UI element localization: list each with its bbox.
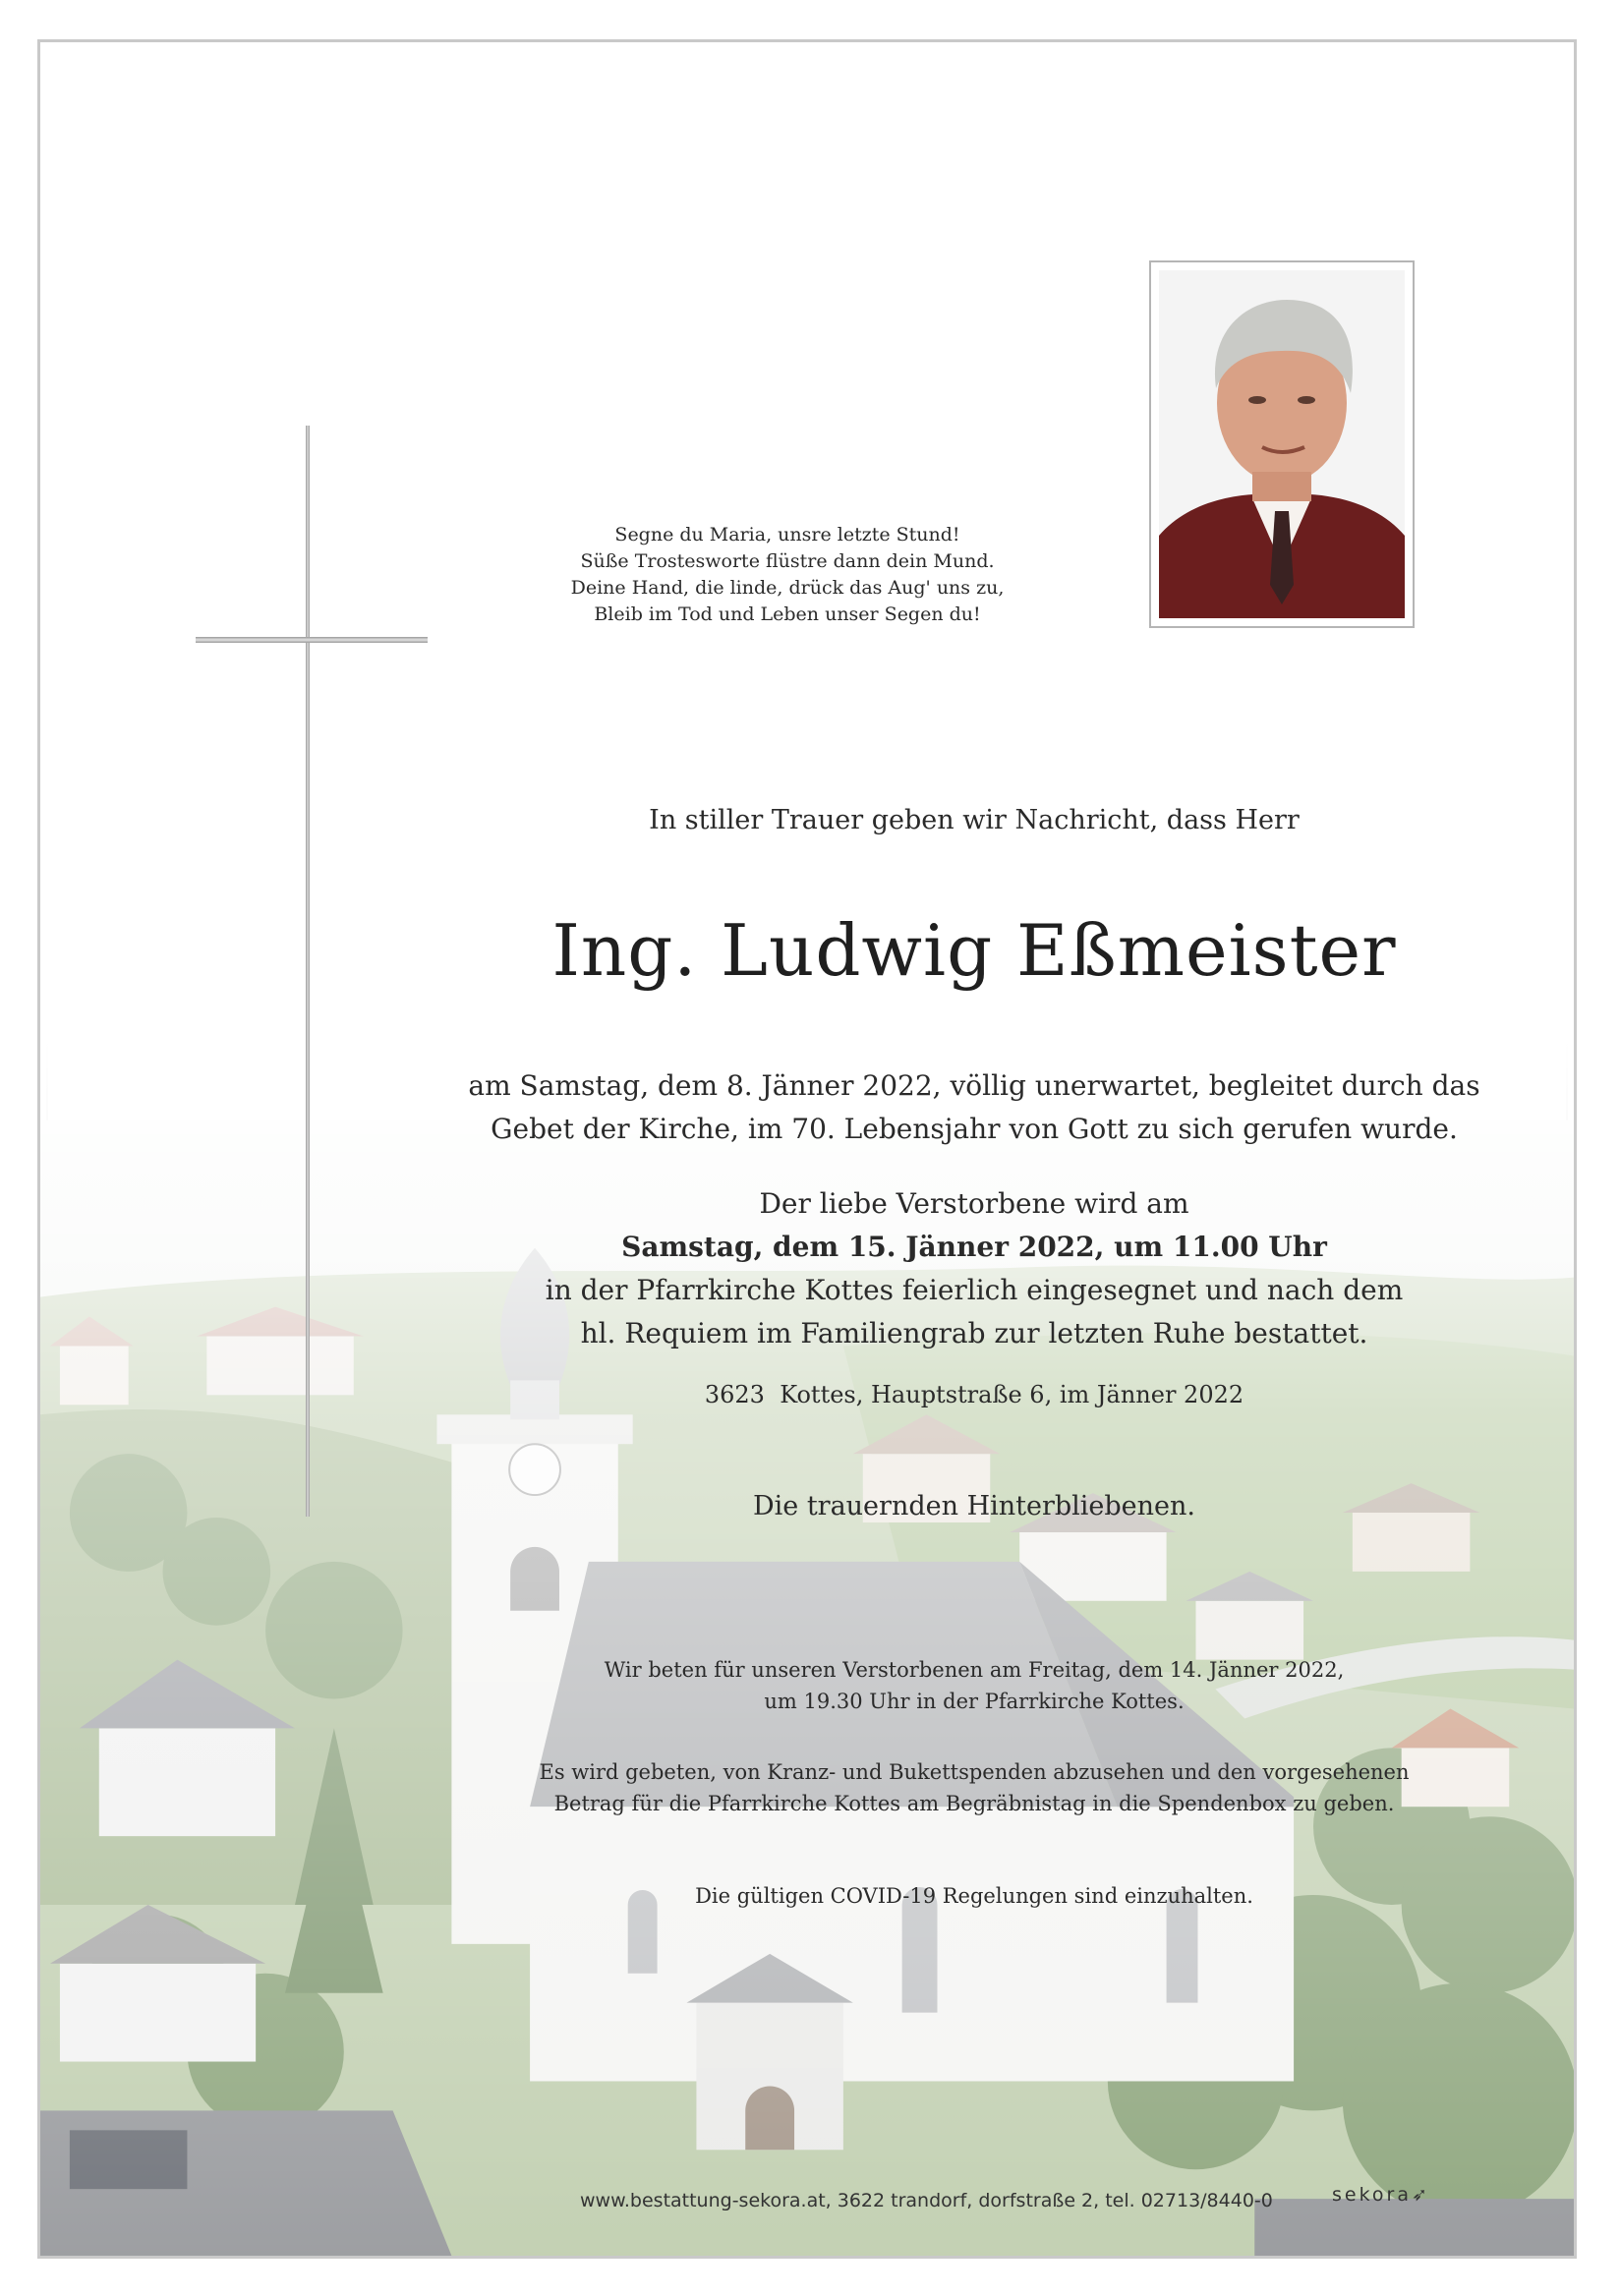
funeral-date: Samstag, dem 15. Jänner 2022, um 11.00 Uhr xyxy=(621,1231,1327,1263)
donation-line-2: Betrag für die Pfarrkirche Kottes am Begräbnistag in die Spendenbox zu geben. xyxy=(553,1792,1395,1815)
bird-icon: ➶ xyxy=(1412,2184,1430,2206)
prayer-verse xyxy=(512,522,1063,628)
funeral-line-1: Der liebe Verstorbene wird am xyxy=(759,1187,1189,1220)
funeral-line-3: in der Pfarrkirche Kottes feierlich eingesegnet und nach dem xyxy=(545,1274,1404,1306)
verse-line: Bleib im Tod und Leben unser Segen du! xyxy=(594,603,981,625)
place-and-date: 3623 Kottes, Hauptstraße 6, im Jänner 2022 xyxy=(704,1381,1244,1408)
funeral-line-4: hl. Requiem im Familiengrab zur letzten Ruhe bestattet. xyxy=(580,1317,1368,1349)
logo-text: sekora xyxy=(1332,2184,1412,2206)
bereaved-family: Die trauernden Hinterbliebenen. xyxy=(752,1491,1196,1521)
verse-line: Deine Hand, die linde, drück das Aug' uns zu, xyxy=(570,577,1005,599)
funeral-home-footer: www.bestattung-sekora.at, 3622 trandorf, dorfstraße 2, tel. 02713/8440-0 xyxy=(580,2190,1273,2211)
cross-horizontal-bar xyxy=(196,637,428,643)
donation-line-1: Es wird gebeten, von Kranz- und Bukettspenden abzusehen und den vorgesehenen xyxy=(539,1760,1410,1784)
donation-notice xyxy=(414,1756,1534,1819)
verse-line: Segne du Maria, unsre letzte Stund! xyxy=(614,524,960,545)
covid-notice: Die gültigen COVID-19 Regelungen sind einzuhalten. xyxy=(695,1884,1253,1908)
intro-text: In stiller Trauer geben wir Nachricht, dass Herr xyxy=(649,805,1300,835)
funeral-details xyxy=(394,1182,1554,1355)
rosary-line-1: Wir beten für unseren Verstorbenen am Freitag, dem 14. Jänner 2022, xyxy=(604,1658,1345,1682)
rosary-line-2: um 19.30 Uhr in der Pfarrkirche Kottes. xyxy=(764,1690,1185,1713)
rosary-notice xyxy=(434,1654,1515,1717)
sekora-logo xyxy=(1332,2184,1430,2206)
death-notice xyxy=(394,1064,1554,1151)
page-frame xyxy=(37,39,1577,2259)
verse-line: Süße Trostesworte flüstre dann dein Mund. xyxy=(580,550,995,572)
cross-vertical-bar xyxy=(306,426,310,1517)
portrait-man-icon xyxy=(1159,270,1405,618)
death-line-2: Gebet der Kirche, im 70. Lebensjahr von Gott zu sich gerufen wurde. xyxy=(491,1113,1458,1145)
death-line-1: am Samstag, dem 8. Jänner 2022, völlig unerwartet, begleitet durch das xyxy=(468,1069,1480,1102)
portrait-photo-frame xyxy=(1149,260,1415,628)
deceased-name: Ing. Ludwig Eßmeister xyxy=(551,909,1397,992)
portrait-photo xyxy=(1159,270,1405,618)
